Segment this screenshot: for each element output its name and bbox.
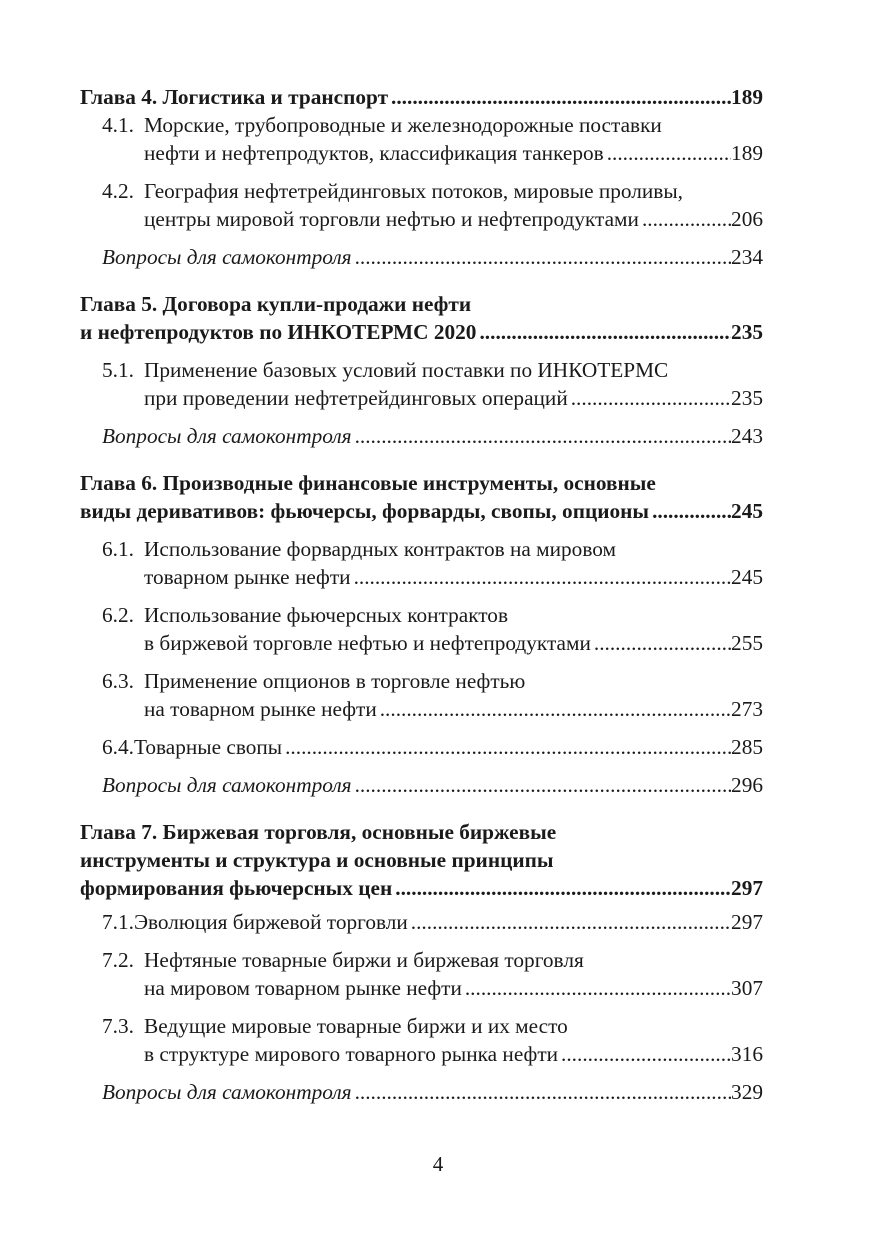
page-ref: 297 xyxy=(731,910,763,934)
section-number: 6.4. xyxy=(102,735,134,759)
section-title: Применение базовых условий поставки по ИНКОТЕРМС xyxy=(144,358,669,382)
page-ref: 285 xyxy=(731,735,763,759)
leader-dots xyxy=(561,1040,731,1068)
page-ref: 243 xyxy=(731,424,763,448)
chapter-7 xyxy=(80,818,763,1106)
toc-section xyxy=(102,111,763,167)
questions-label: Вопросы для самоконтроля xyxy=(102,245,352,269)
section-title-cont: центры мировой торговли нефтью и нефтепродуктами xyxy=(144,207,639,231)
page-ref: 307 xyxy=(731,976,763,1000)
toc-section xyxy=(102,356,763,412)
chapter-title: Глава 7. Биржевая торговля, основные биржевые xyxy=(80,820,557,844)
leader-dots xyxy=(355,243,731,271)
chapter-heading xyxy=(80,318,763,346)
section-title: Применение опционов в торговле нефтью xyxy=(144,669,526,693)
section-number: 7.2. xyxy=(102,948,134,972)
page-ref: 235 xyxy=(731,386,763,410)
section-number: 7.3. xyxy=(102,1014,134,1038)
leader-dots xyxy=(354,563,731,591)
leader-dots xyxy=(391,83,731,111)
section-title-cont: товарном рынке нефти xyxy=(144,565,351,589)
section-title-cont: на мировом товарном рынке нефти xyxy=(144,976,462,1000)
chapter-title-cont: виды деривативов: фьючерсы, форварды, свопы, опционы xyxy=(80,499,650,523)
chapter-6 xyxy=(80,469,763,799)
section-title: Товарные свопы xyxy=(133,735,283,759)
section-title: География нефтетрейдинговых потоков, мировые проливы, xyxy=(144,179,683,203)
page-ref: 206 xyxy=(731,207,763,231)
table-of-contents xyxy=(80,83,763,1125)
section-number: 6.1. xyxy=(102,537,134,561)
section-number: 4.2. xyxy=(102,179,134,203)
leader-dots xyxy=(355,422,731,450)
section-title: Нефтяные товарные биржи и биржевая торговля xyxy=(144,948,584,972)
leader-dots xyxy=(355,771,731,799)
page-ref: 296 xyxy=(731,773,763,797)
section-number: 4.1. xyxy=(102,113,134,137)
toc-section xyxy=(102,908,763,936)
toc-section xyxy=(102,667,763,723)
leader-dots xyxy=(594,629,731,657)
page-ref: 245 xyxy=(731,499,763,523)
page-ref: 329 xyxy=(731,1080,763,1104)
page-ref: 189 xyxy=(731,141,763,165)
chapter-5 xyxy=(80,290,763,450)
section-title-cont: при проведении нефтетрейдинговых операций xyxy=(144,386,568,410)
chapter-heading xyxy=(80,83,763,111)
leader-dots xyxy=(652,497,731,525)
page-ref: 255 xyxy=(731,631,763,655)
section-title-cont: в структуре мирового товарного рынка нефти xyxy=(144,1042,559,1066)
leader-dots xyxy=(380,695,731,723)
questions-label: Вопросы для самоконтроля xyxy=(102,424,352,448)
section-title: Эволюция биржевой торговли xyxy=(133,910,408,934)
page-ref: 316 xyxy=(731,1042,763,1066)
toc-section xyxy=(102,601,763,657)
chapter-title: Глава 6. Производные финансовые инструменты, основные xyxy=(80,471,656,495)
questions-entry xyxy=(102,771,763,799)
toc-section xyxy=(102,177,763,233)
section-number: 6.2. xyxy=(102,603,134,627)
page-ref: 234 xyxy=(731,245,763,269)
questions-entry xyxy=(102,422,763,450)
leader-dots xyxy=(479,318,731,346)
leader-dots xyxy=(355,1078,731,1106)
questions-label: Вопросы для самоконтроля xyxy=(102,773,352,797)
toc-section xyxy=(102,1012,763,1068)
section-number: 6.3. xyxy=(102,669,134,693)
section-number: 7.1. xyxy=(102,910,134,934)
section-title-cont: нефти и нефтепродуктов, классификация танкеров xyxy=(144,141,604,165)
leader-dots xyxy=(571,384,731,412)
page-ref: 245 xyxy=(731,565,763,589)
leader-dots xyxy=(285,733,731,761)
page-ref: 235 xyxy=(731,320,763,344)
section-title: Использование фьючерсных контрактов xyxy=(144,603,509,627)
toc-section xyxy=(102,733,763,761)
leader-dots xyxy=(395,874,731,902)
toc-section xyxy=(102,946,763,1002)
section-title-cont: на товарном рынке нефти xyxy=(144,697,377,721)
chapter-title: Глава 5. Договора купли-продажи нефти xyxy=(80,292,472,316)
chapter-4 xyxy=(80,83,763,271)
questions-entry xyxy=(102,1078,763,1106)
chapter-heading xyxy=(80,874,763,902)
leader-dots xyxy=(465,974,731,1002)
section-number: 5.1. xyxy=(102,358,134,382)
chapter-title-cont: и нефтепродуктов по ИНКОТЕРМС 2020 xyxy=(80,320,477,344)
chapter-title-cont: инструменты и структура и основные принципы xyxy=(80,848,554,872)
page-number: 4 xyxy=(432,1152,444,1176)
leader-dots xyxy=(642,205,731,233)
page-ref: 273 xyxy=(731,697,763,721)
section-title-cont: в биржевой торговле нефтью и нефтепродуктами xyxy=(144,631,591,655)
leader-dots xyxy=(607,139,731,167)
toc-section xyxy=(102,535,763,591)
page-ref: 189 xyxy=(731,85,763,109)
section-title: Ведущие мировые товарные биржи и их место xyxy=(144,1014,568,1038)
questions-entry xyxy=(102,243,763,271)
section-title: Морские, трубопроводные и железнодорожные поставки xyxy=(144,113,662,137)
leader-dots xyxy=(411,908,731,936)
section-title: Использование форвардных контрактов на мировом xyxy=(144,537,616,561)
chapter-title: Глава 4. Логистика и транспорт xyxy=(80,85,389,109)
chapter-title-cont: формирования фьючерсных цен xyxy=(80,876,393,900)
page-ref: 297 xyxy=(731,876,763,900)
questions-label: Вопросы для самоконтроля xyxy=(102,1080,352,1104)
chapter-heading xyxy=(80,497,763,525)
